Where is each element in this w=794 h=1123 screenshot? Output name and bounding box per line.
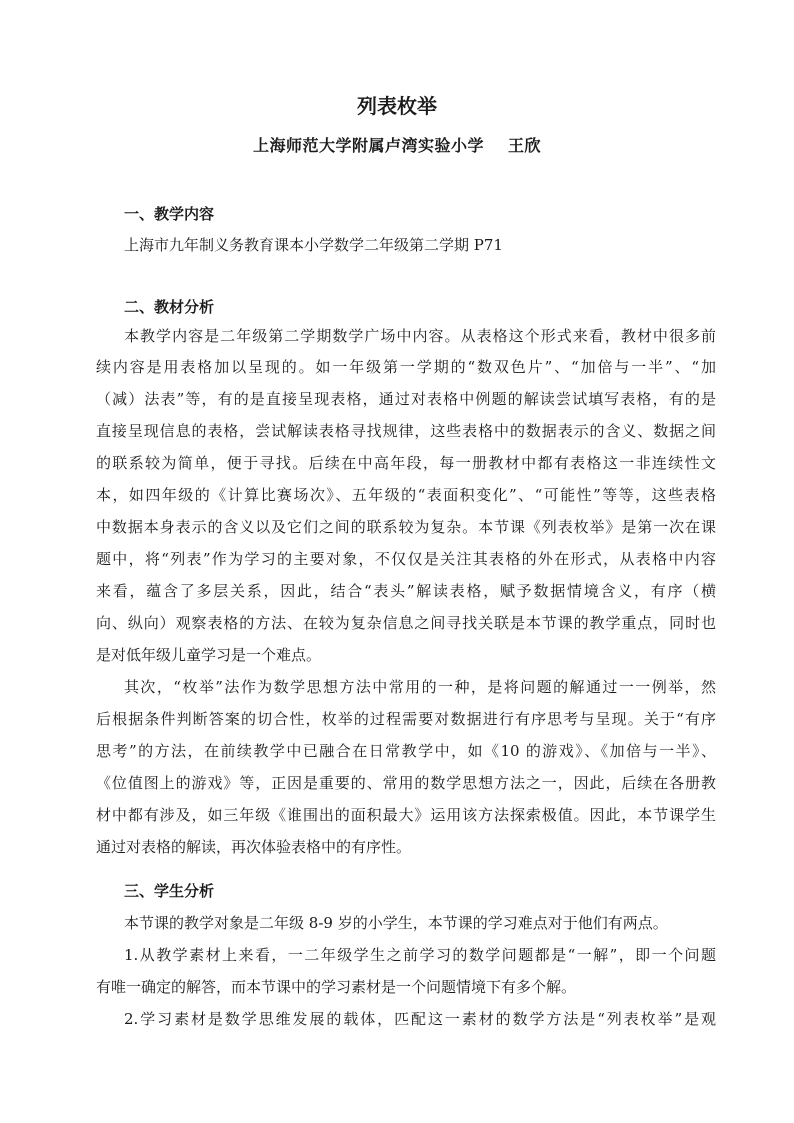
paragraph-line: 向、纵向）观察表格的方法、在较为复杂信息之间寻找关联是本节课的教学重点，同时也 xyxy=(96,614,716,632)
author-school: 上海师范大学附属卢湾实验小学 xyxy=(252,136,484,155)
paragraph-line: 《位值图上的游戏》等，正因是重要的、常用的数学思想方法之一，因此，后续在各册教 xyxy=(96,774,716,792)
paragraph-line: 本节课的教学对象是二年级 8-9 岁的小学生，本节课的学习难点对于他们有两点。 xyxy=(124,914,668,932)
paragraph-line: 上海市九年制义务教育课本小学数学二年级第二学期 P71 xyxy=(124,236,503,254)
paragraph-line: 本教学内容是二年级第二学期数学广场中内容。从表格这个形式来看，教材中很多前 xyxy=(124,327,716,345)
paragraph-line: 思考”的方法，在前续教学中已融合在日常教学中，如《10 的游戏》、《加倍与一半》、 xyxy=(96,742,716,760)
paragraph-line: 其次，“枚举”法作为数学思想方法中常用的一种，是将问题的解通过一一例举，然 xyxy=(124,678,716,696)
paragraph-line: 题中，将“列表”作为学习的主要对象，不仅仅是关注其表格的外在形式，从表格中内容 xyxy=(96,550,716,568)
paragraph-line: 来看，蕴含了多层关系，因此，结合“表头”解读表格，赋予数据情境含义，有序（横 xyxy=(96,582,716,600)
paragraph-line: 2.学习素材是数学思维发展的载体，匹配这一素材的数学方法是“列表枚举”是观 xyxy=(124,1010,716,1028)
author-line xyxy=(0,134,794,158)
paragraph-line: 的联系较为简单，便于寻找。后续在中高年段，每一册教材中都有表格这一非连续性文 xyxy=(96,454,716,472)
paragraph-line: （减）法表”等，有的是直接呈现表格，通过对表格中例题的解读尝试填写表格，有的是 xyxy=(96,390,716,408)
author-name: 王欣 xyxy=(508,136,542,155)
document-title: 列表枚举 xyxy=(357,94,437,118)
paragraph-line: 材中都有涉及，如三年级《谁围出的面积最大》运用该方法探索极值。因此，本节课学生 xyxy=(96,806,716,824)
paragraph-line: 直接呈现信息的表格，尝试解读表格寻找规律，这些表格中的数据表示的含义、数据之间 xyxy=(96,422,716,440)
paragraph-line: 本，如四年级的《计算比赛场次》、五年级的“表面积变化”、“可能性”等等，这些表格 xyxy=(96,486,716,504)
section-heading-teaching-content: 一、教学内容 xyxy=(124,205,215,223)
paragraph-line: 续内容是用表格加以呈现的。如一年级第一学期的“数双色片”、“加倍与一半”、“加 xyxy=(96,358,716,376)
paragraph-line: 后根据条件判断答案的切合性，枚举的过程需要对数据进行有序思考与呈现。关于“有序 xyxy=(96,710,716,728)
paragraph-line: 是对低年级儿童学习是一个难点。 xyxy=(96,646,322,664)
section-heading-material-analysis: 二、教材分析 xyxy=(124,298,215,316)
paragraph-line: 有唯一确定的解答，而本节课中的学习素材是一个问题情境下有多个解。 xyxy=(96,978,577,996)
paragraph-line: 通过对表格的解读，再次体验表格中的有序性。 xyxy=(96,838,412,856)
paragraph-line: 中数据本身表示的含义以及它们之间的联系较为复杂。本节课《列表枚举》是第一次在课 xyxy=(96,518,716,536)
section-heading-student-analysis: 三、学生分析 xyxy=(124,882,215,900)
paragraph-line: 1.从教学素材上来看，一二年级学生之前学习的数学问题都是“一解”，即一个问题 xyxy=(124,946,716,964)
